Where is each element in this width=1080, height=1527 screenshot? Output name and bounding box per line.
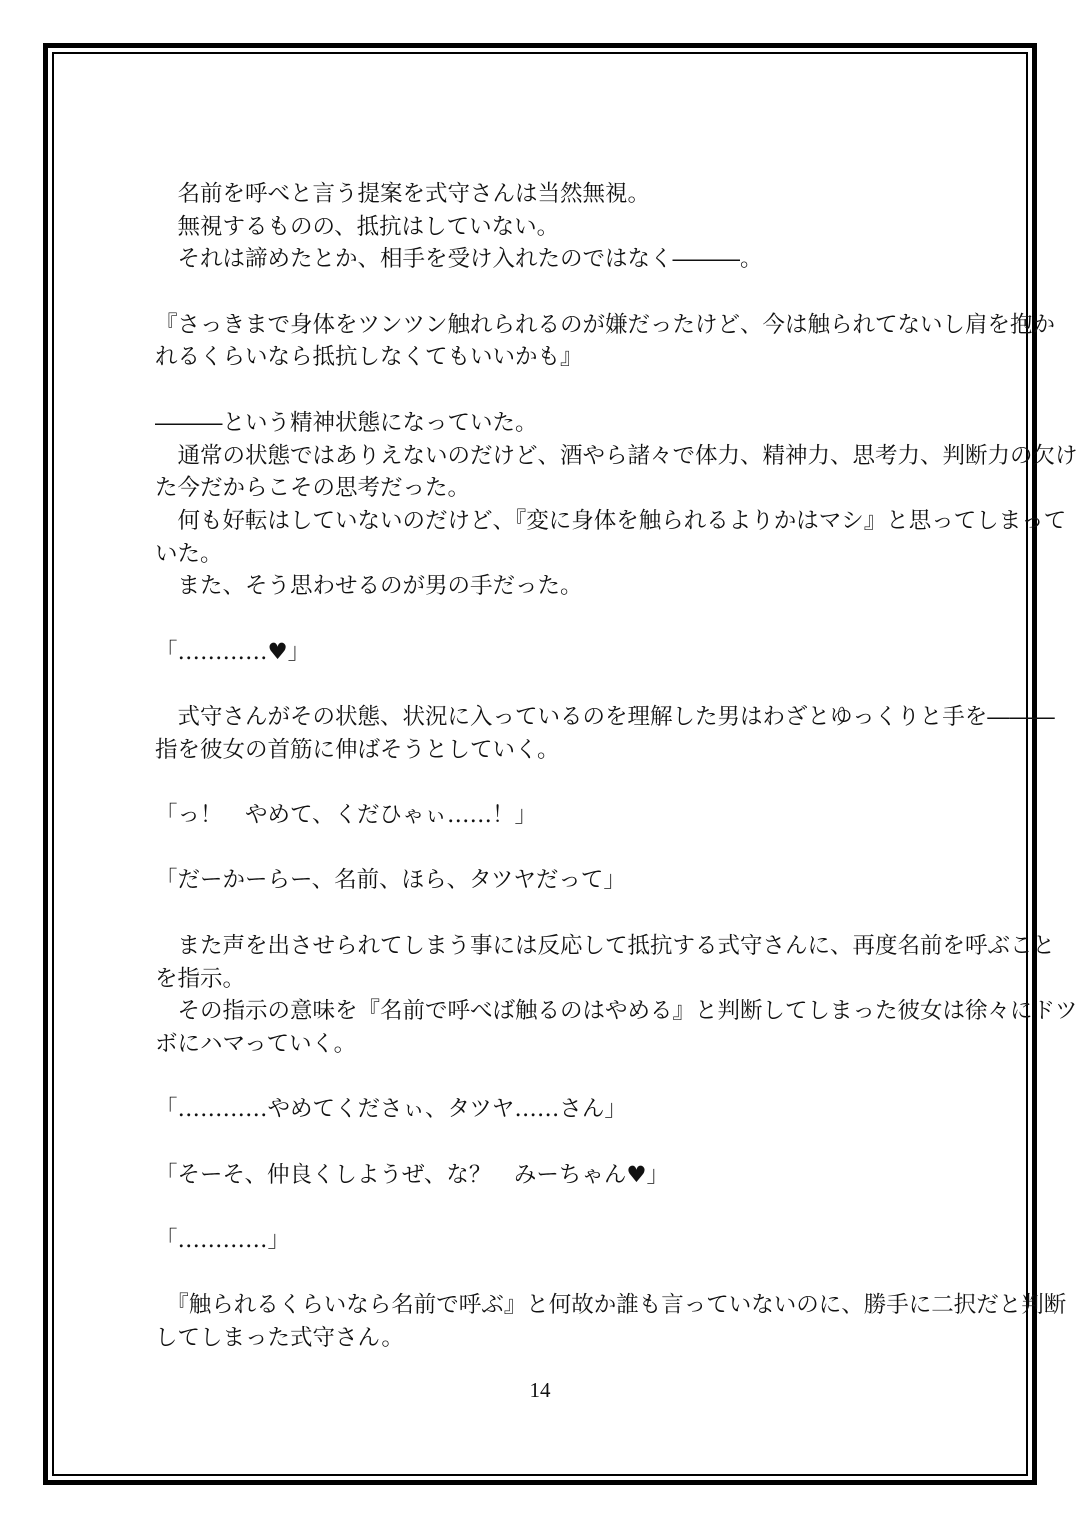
text-line: た今だからこその思考だった。 xyxy=(155,475,471,502)
text-line: 「そーそ、仲良くしようぜ、な？ みーちゃん♥」 xyxy=(155,1161,670,1188)
blank-line xyxy=(155,897,935,930)
blank-line xyxy=(155,1257,935,1290)
text-line: 名前を呼べと言う提案を式守さんは当然無視。 xyxy=(155,181,651,207)
text-line: 「…………♥」 xyxy=(155,638,311,665)
text-line: 通常の状態ではありえないのだけど、酒やら諸々で体力、精神力、思考力、判断力の欠け xyxy=(155,442,1078,469)
text-line: 式守さんがその状態、状況に入っているのを理解した男はわざとゆっくりと手を――― xyxy=(155,704,1055,730)
text-line: 何も好転はしていないのだけど、『変に身体を触られるよりかはマシ』と思ってしまって xyxy=(155,507,1067,534)
text-line: 「…………やめてくださぃ、タツヤ……さん」 xyxy=(155,1096,627,1123)
text-line: また、そう思わせるのが男の手だった。 xyxy=(155,573,583,600)
blank-line xyxy=(155,1061,935,1094)
text-line: 無視するものの、抵抗はしていない。 xyxy=(155,213,560,240)
page-number: 14 xyxy=(529,1378,551,1402)
blank-line xyxy=(155,668,935,701)
blank-line xyxy=(155,603,935,636)
blank-line xyxy=(155,1191,935,1224)
text-line: 「だーかーらー、名前、ほら、タツヤだって」 xyxy=(155,867,626,894)
text-line: ―――という精神状態になっていた。 xyxy=(155,409,538,436)
text-line: 『触られるくらいなら名前で呼ぶ』と何故か誰も言っていないのに、勝手に二択だと判断 xyxy=(155,1292,1067,1319)
blank-line xyxy=(155,276,935,309)
text-line: いた。 xyxy=(155,540,223,567)
body-text xyxy=(155,178,1078,1355)
text-line: 指を彼女の首筋に伸ばそうとしていく。 xyxy=(155,736,560,763)
blank-line xyxy=(155,832,935,865)
text-line: れるくらいなら抵抗しなくてもいいかも』 xyxy=(155,344,583,371)
text-line: してしまった式守さん。 xyxy=(155,1325,404,1352)
text-line: を指示。 xyxy=(155,965,246,992)
blank-line xyxy=(155,374,935,407)
text-line: それは諦めたとか、相手を受け入れたのではなく―――。 xyxy=(155,246,763,273)
text-line: 「っ！ やめて、くだひゃぃ……！」 xyxy=(155,802,538,829)
text-line: 「…………」 xyxy=(155,1227,291,1253)
text-line: また声を出させられてしまう事には反応して抵抗する式守さんに、再度名前を呼ぶこと xyxy=(155,932,1056,959)
blank-line xyxy=(155,766,935,799)
blank-line xyxy=(155,1126,935,1159)
text-line: ボにハマっていく。 xyxy=(155,1030,357,1057)
text-line: その指示の意味を『名前で呼べば触るのはやめる』と判断してしまった彼女は徐々にドツ xyxy=(155,998,1078,1025)
text-line: 『さっきまで身体をツンツン触れられるのが嫌だったけど、今は触られてないし肩を抱か xyxy=(155,311,1056,338)
